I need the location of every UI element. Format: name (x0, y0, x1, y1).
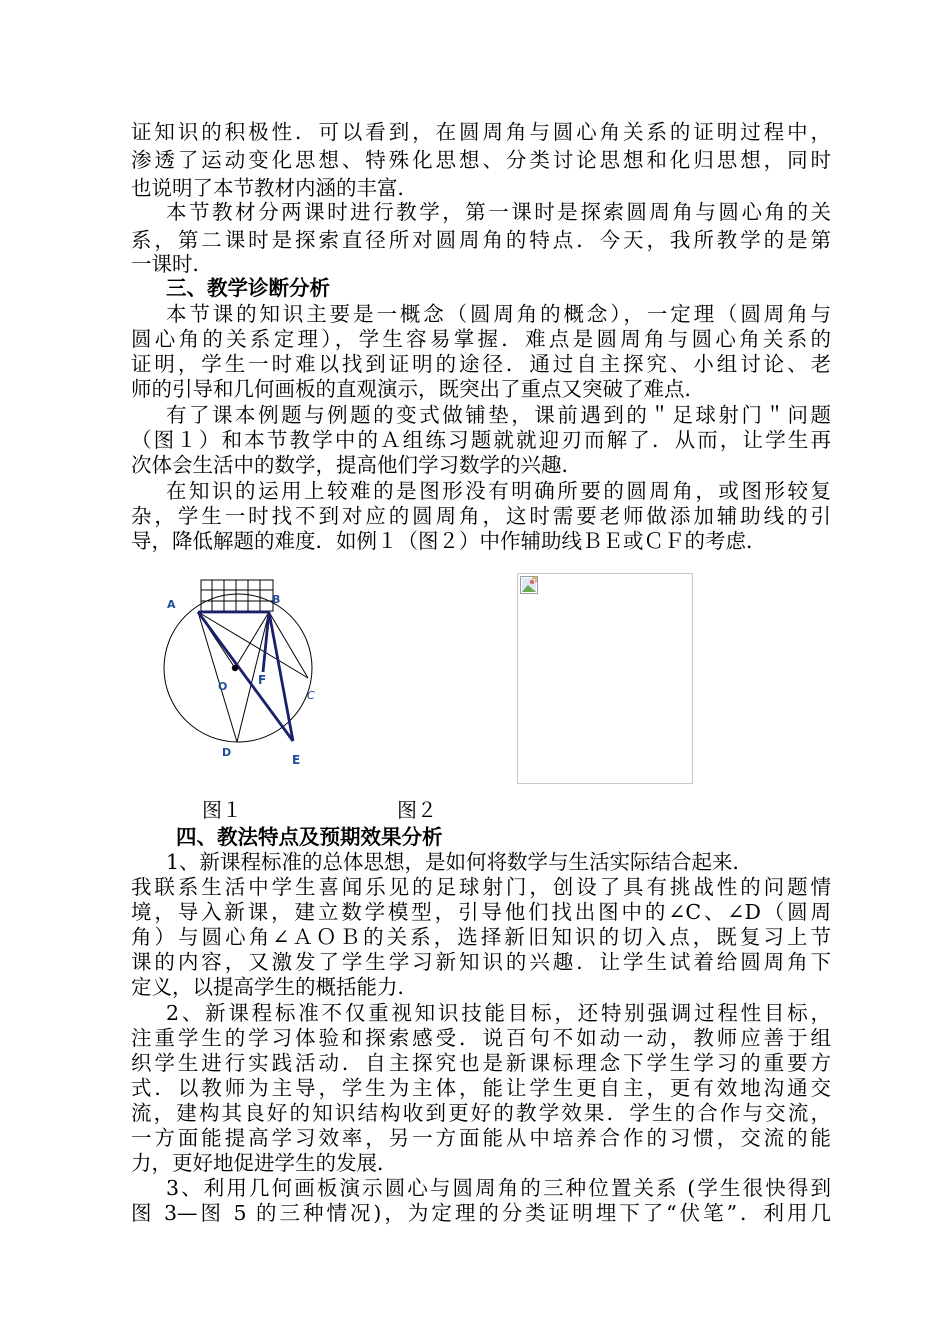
paragraph-line: 织学生进行实践活动．自主探究也是新课标理念下学生学习的重要方 (131, 1051, 831, 1075)
broken-image-icon (520, 576, 538, 594)
paragraph-line: 渗透了运动变化思想、特殊化思想、分类讨论思想和化归思想，同时 (131, 148, 831, 172)
paragraph-line: 2、新课程标准不仅重视知识技能目标，还特别强调过程性目标， (166, 1001, 831, 1025)
paragraph-line: 1、新课程标准的总体思想，是如何将数学与生活实际结合起来． (166, 850, 754, 874)
paragraph-line: 本节课的知识主要是一概念（圆周角的概念），一定理（圆周角与 (166, 302, 831, 326)
paragraph-line: 流，建构其良好的知识结构收到更好的教学效果．学生的合作与交流， (131, 1101, 831, 1125)
label-b: B (272, 593, 281, 606)
paragraph-line: 证知识的积极性．可以看到，在圆周角与圆心角关系的证明过程中， (131, 120, 831, 144)
label-o: O (218, 680, 228, 693)
paragraph-line: 在知识的运用上较难的是图形没有明确所要的圆周角，或图形较复 (166, 479, 831, 503)
paragraph-line: 杂，学生一时找不到对应的圆周角，这时需要老师做添加辅助线的引 (131, 504, 831, 528)
paragraph-line: （图１）和本节教学中的Ａ组练习题就就迎刃而解了．从而，让学生再 (131, 428, 831, 452)
section-heading-4: 四、教法特点及预期效果分析 (176, 825, 443, 849)
figure-1-caption: 图１ (202, 798, 242, 822)
paragraph-line: 导，降低解题的难度．如例１（图２）中作辅助线ＢＥ或ＣＦ的考虑． (131, 529, 767, 553)
paragraph-line: 境，导入新课，建立数学模型，引导他们找出图中的∠C、∠D（圆周 (131, 900, 831, 924)
paragraph-line: 我联系生活中学生喜闻乐见的足球射门，创设了具有挑战性的问题情 (131, 875, 831, 899)
paragraph-line: 也说明了本节教材内涵的丰富． (131, 176, 418, 200)
section-heading-3: 三、教学诊断分析 (166, 276, 330, 300)
paragraph-line: 一课时． (131, 252, 213, 276)
paragraph-line: 图 3—图 5 的三种情况)，为定理的分类证明埋下了“伏笔”．利用几 (131, 1201, 831, 1225)
paragraph-line: 注重学生的学习体验和探索感受．说百句不如动一动，教师应善于组 (131, 1026, 831, 1050)
paragraph-line: 证明，学生一时难以找到证明的途径．通过自主探究、小组讨论、老 (131, 352, 831, 376)
paragraph-line: 3、利用几何画板演示圆心与圆周角的三种位置关系 (学生很快得到 (166, 1176, 831, 1200)
paragraph-line: 式．以教师为主导，学生为主体，能让学生更自主，更有效地沟通交 (131, 1076, 831, 1100)
paragraph-line: 系，第二课时是探索直径所对圆周角的特点．今天，我所教学的是第 (131, 228, 831, 252)
goal-net-grid (201, 580, 273, 611)
paragraph-line: 角）与圆心角∠ＡＯＢ的关系，选择新旧知识的切入点，既复习上节 (131, 925, 831, 949)
paragraph-line: 有了课本例题与例题的变式做铺垫，课前遇到的＂足球射门＂问题 (166, 403, 831, 427)
center-point (232, 665, 238, 671)
paragraph-line: 次体会生活中的数学，提高他们学习数学的兴趣． (131, 453, 582, 477)
figure-2-image-placeholder (517, 573, 693, 784)
figure-1-geometry (150, 568, 350, 778)
paragraph-line: 力，更好地促进学生的发展． (131, 1151, 398, 1175)
figure-2-caption: 图２ (397, 798, 437, 822)
paragraph-line: 圆心角的关系定理），学生容易掌握．难点是圆周角与圆心角关系的 (131, 327, 831, 351)
label-f: F (258, 673, 267, 687)
label-d: D (222, 746, 232, 759)
paragraph-line: 一方面能提高学习效率，另一方面能从中培养合作的习惯，交流的能 (131, 1126, 831, 1150)
label-a: A (167, 598, 176, 611)
label-e: E (292, 753, 301, 767)
label-c: C (307, 689, 315, 702)
paragraph-line: 定义，以提高学生的概括能力． (131, 975, 418, 999)
paragraph-line: 课的内容，又激发了学生学习新知识的兴趣．让学生试着给圆周角下 (131, 950, 831, 974)
paragraph-line: 师的引导和几何画板的直观演示，既突出了重点又突破了难点． (131, 377, 705, 401)
paragraph-line: 本节教材分两课时进行教学，第一课时是探索圆周角与圆心角的关 (166, 200, 831, 224)
